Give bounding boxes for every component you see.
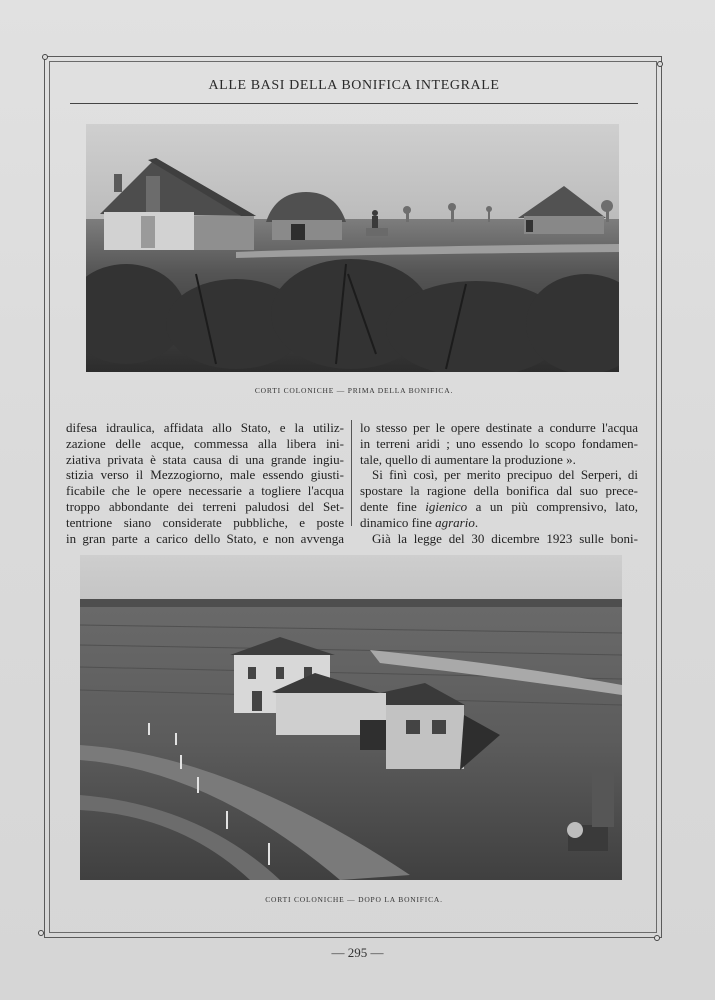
running-head-rule: [70, 103, 638, 104]
text-line: tale, quello di aumentare la produzione ».: [360, 451, 576, 467]
text-column-left: [66, 420, 344, 546]
text-line: difesa idraulica, affidata allo Stato, e la utiliz-: [66, 420, 344, 435]
emphasis-igienico: igienico: [425, 498, 468, 514]
photo-farmhouses-after-reclamation: [80, 555, 622, 880]
text-line: in gran parte a carico dello Stato, e non avvenga: [66, 530, 344, 546]
column-divider: [351, 420, 352, 526]
text-line: [360, 515, 638, 531]
text-line: troppo abbondante dei terreni paludosi del Set-: [66, 498, 344, 514]
photo-caption-before: CORTI COLONICHE — PRIMA DELLA BONIFICA.: [254, 386, 454, 395]
photo-farmhouses-before-reclamation: [86, 124, 619, 372]
running-head: ALLE BASI DELLA BONIFICA INTEGRALE: [208, 78, 500, 93]
text-span: a un più comprensivo, lato,: [467, 498, 638, 514]
frame-corner-ornament: [657, 61, 663, 67]
text-line: zazione delle acque, commessa alla libera ini-: [66, 435, 344, 451]
emphasis-agrario: agrario: [435, 514, 475, 530]
photo-caption-after: CORTI COLONICHE — DOPO LA BONIFICA.: [265, 895, 443, 904]
text-column-right: [360, 420, 638, 546]
frame-corner-ornament: [38, 930, 44, 936]
text-line: in terreni aridi ; uno essendo lo scopo fondamen-: [360, 435, 638, 451]
text-line: [360, 499, 638, 515]
text-line: ficabile che le opere necessarie a togliere l'acqua: [66, 483, 344, 499]
page-number: — 295 —: [331, 945, 384, 960]
text-span: dinamico fine: [360, 514, 436, 530]
text-line: Già la legge del 30 dicembre 1923 sulle boni-: [372, 530, 638, 546]
text-line: stizia verso il Mezzogiorno, male essendo giusti-: [66, 467, 344, 483]
text-span: dente fine: [360, 498, 426, 514]
text-line: tentrione siano considerate pubbliche, e poste: [66, 514, 344, 530]
frame-corner-ornament: [42, 54, 48, 60]
frame-corner-ornament: [654, 935, 660, 941]
text-span: .: [474, 514, 479, 530]
text-line: spostare la ragione della bonifica dal suo prece-: [360, 483, 638, 499]
text-line: lo stesso per le opere destinate a condurre l'acqua: [360, 420, 638, 435]
text-line: Si finì così, per merito precipuo del Serperi, di: [372, 467, 638, 483]
text-line: ziativa privata è stata causa di una grande ingiu-: [66, 451, 344, 467]
